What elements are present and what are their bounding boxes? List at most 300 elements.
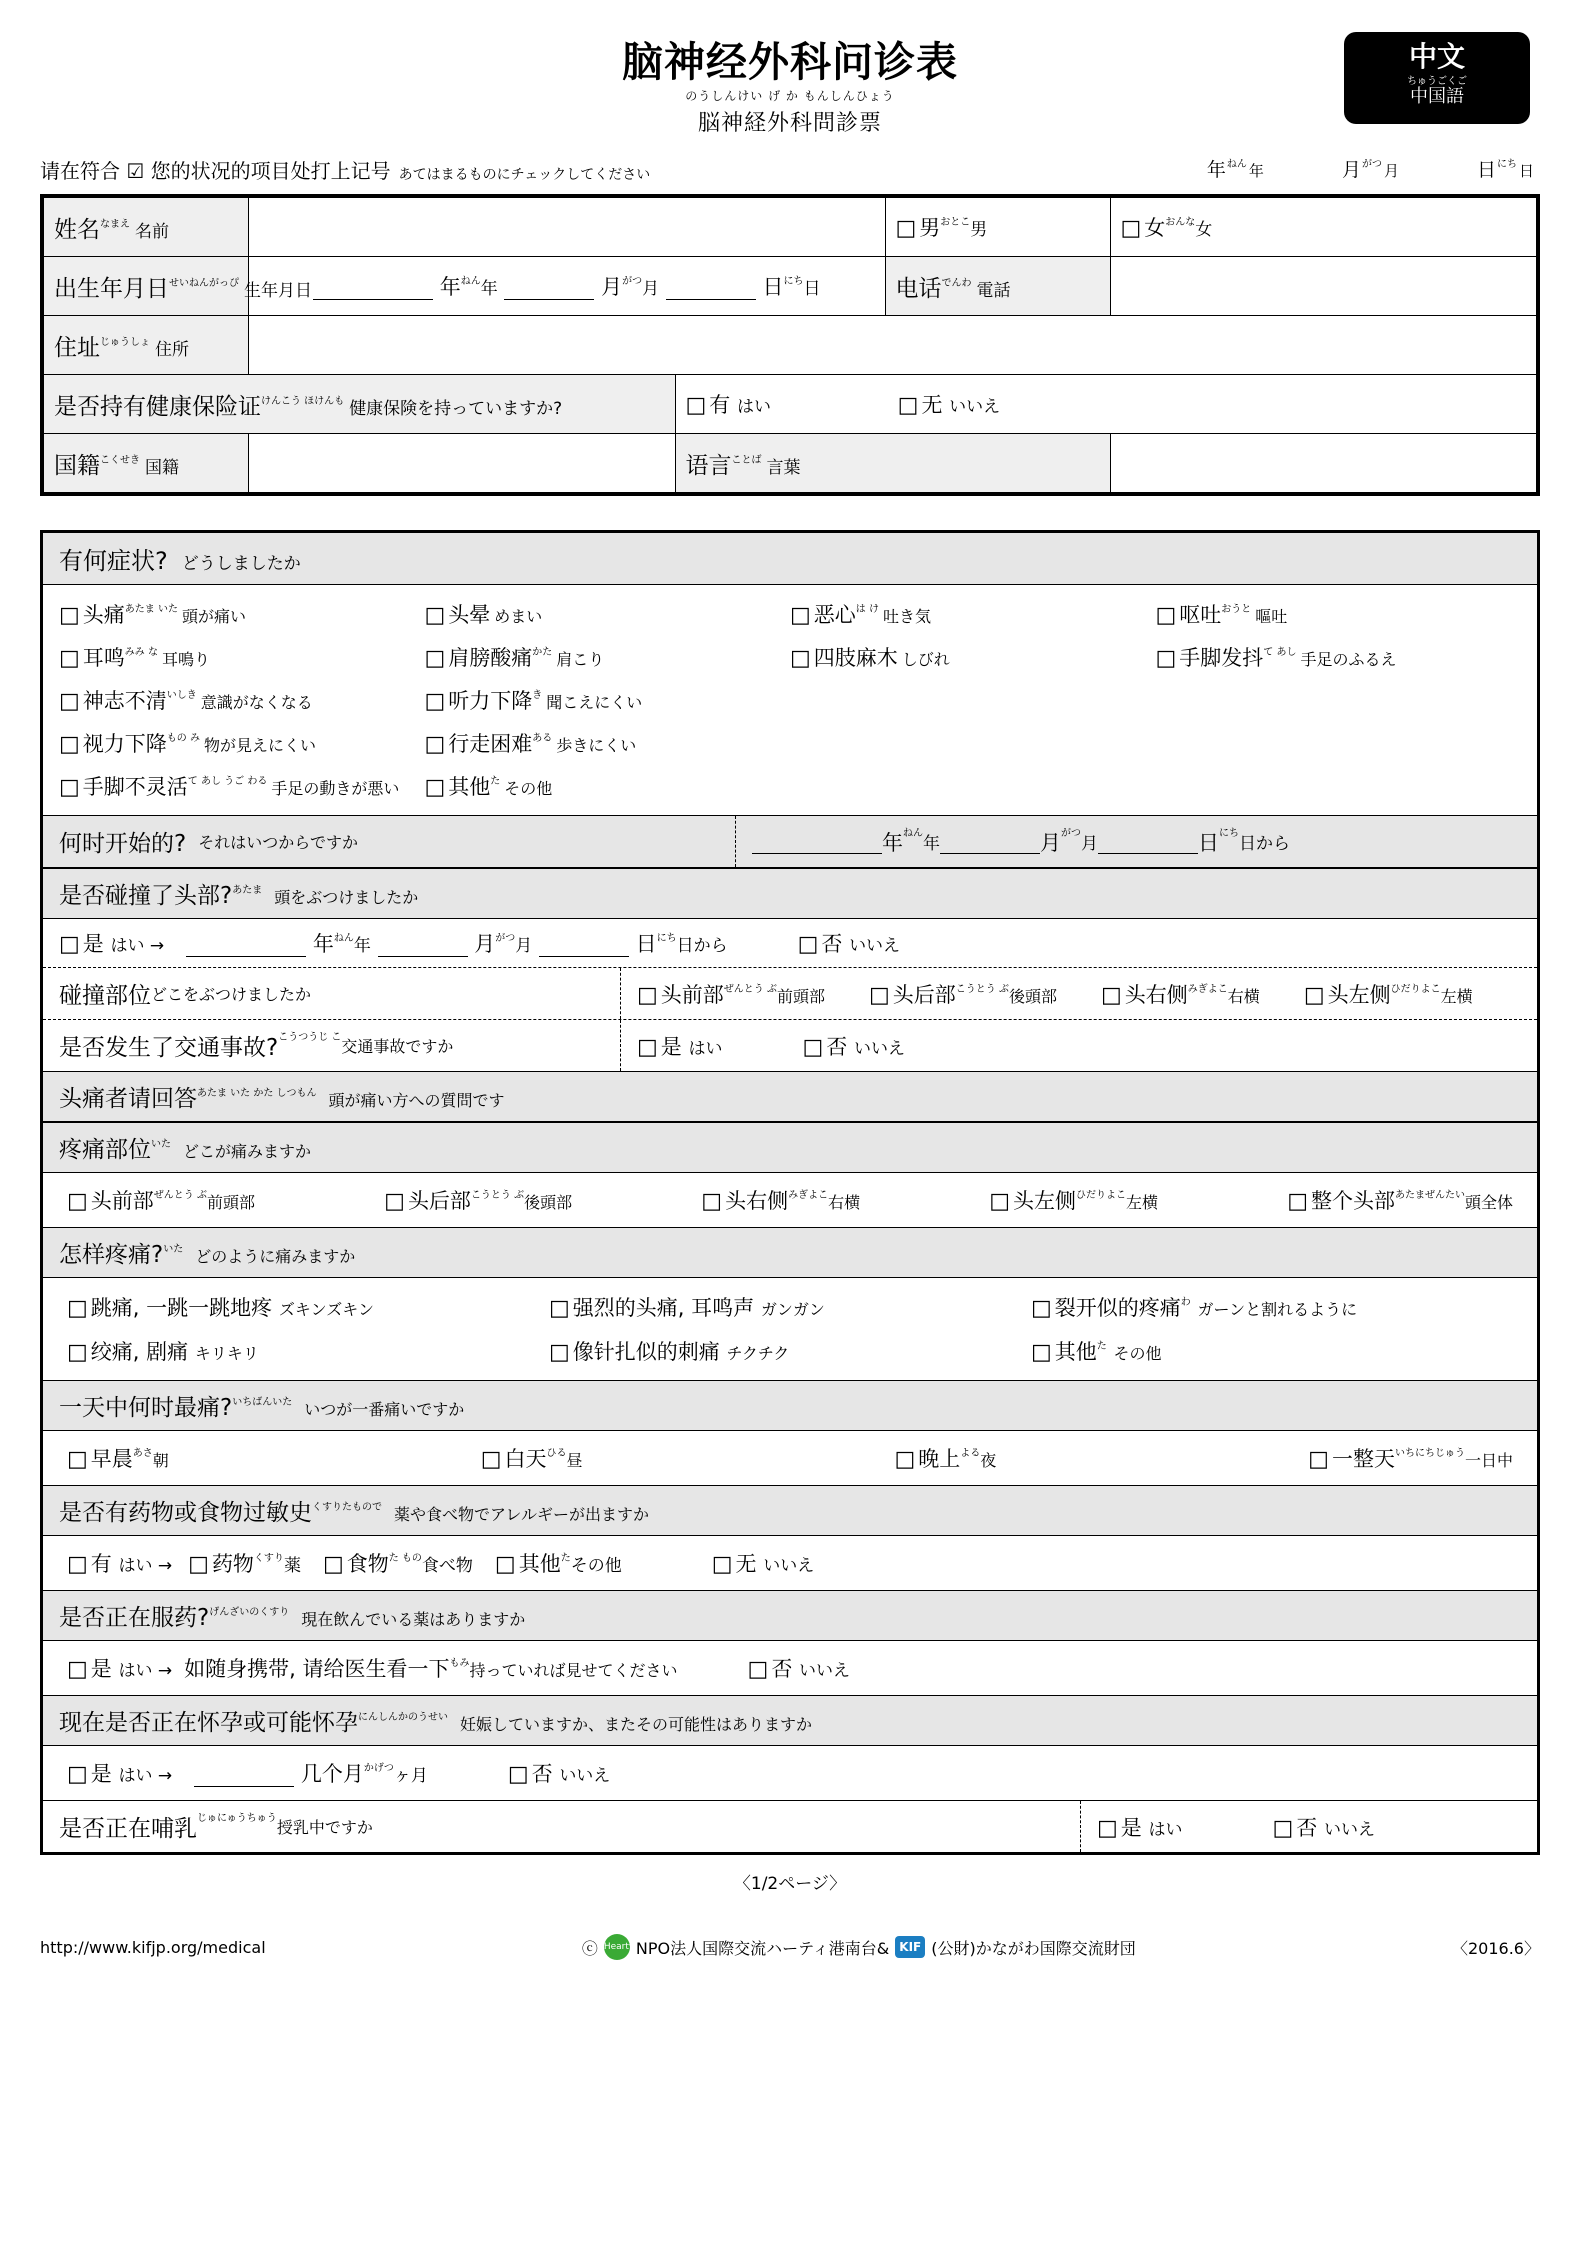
symptom-option-2[interactable] [790, 599, 1156, 629]
symptoms-heading [43, 533, 1537, 585]
medication-band-ruby-2: の [249, 1607, 260, 1619]
pregnancy-months-cn: 几个月 [300, 1762, 364, 1787]
traffic-accident-label-cn: 是否发生了交通事故? [59, 1035, 279, 1062]
checkbox-icon[interactable]: □ [1155, 603, 1177, 629]
symptom-option-5[interactable] [425, 642, 791, 672]
head-injury-date-input[interactable] [186, 928, 727, 958]
pain-time-option-0[interactable] [67, 1443, 169, 1473]
checkbox-icon[interactable]: □ [480, 1447, 502, 1473]
pain-site-ruby: みぎよこ [788, 1190, 829, 1202]
hi-year-cn: 年 [312, 932, 334, 957]
language-badge [1344, 32, 1530, 124]
site-jp: 前頭部 [776, 986, 825, 1006]
site-ruby: ひだりよこ [1390, 983, 1441, 995]
birth-month-cn: 月 [601, 275, 623, 300]
checkbox-icon[interactable]: □ [895, 216, 917, 242]
pain-site-jp: 左横 [1126, 1193, 1159, 1213]
page-title-japanese: 脳神経外科問診票 [697, 111, 882, 137]
checkbox-icon[interactable]: □ [549, 1340, 570, 1366]
pain-type-jp: ガーンと割れるように [1197, 1300, 1358, 1320]
allergy-band-ruby-3: もの [352, 1502, 372, 1514]
pain-type-option-1[interactable] [549, 1292, 1031, 1322]
sex-male-option[interactable] [885, 198, 1110, 257]
checkbox-icon[interactable]: □ [424, 775, 446, 801]
impact-site-option-2[interactable] [1101, 979, 1260, 1009]
medication-no-option[interactable] [748, 1653, 850, 1683]
pain-site-option-1[interactable] [384, 1185, 572, 1215]
birth-year-cn: 年 [439, 275, 461, 300]
checkbox-icon[interactable]: □ [59, 646, 80, 672]
medication-options [43, 1641, 1537, 1695]
acc-yes-cn: 是 [660, 1034, 682, 1059]
head-injury-band-jp: 頭をぶつけましたか [274, 888, 419, 908]
checkbox-icon[interactable]: □ [322, 1552, 344, 1578]
checkbox-icon[interactable]: □ [1031, 1296, 1052, 1322]
checkbox-icon[interactable]: □ [637, 982, 658, 1008]
pain-type-option-2[interactable] [1031, 1292, 1513, 1322]
breastfeeding-label-jp: 授乳中ですか [276, 1818, 373, 1838]
symptoms-heading-cn: 有何症状? [59, 547, 168, 576]
date-month-field[interactable] [1342, 155, 1399, 184]
pain-site-option-2[interactable] [701, 1185, 860, 1215]
pregnancy-no-option[interactable] [508, 1758, 610, 1788]
checkbox-icon[interactable]: □ [549, 1296, 570, 1322]
bf-no-cn: 否 [1296, 1815, 1318, 1840]
medication-band-cn: 是否正在服药? [59, 1605, 210, 1632]
pain-type-band [43, 1227, 1537, 1278]
symptom-option-12[interactable] [59, 771, 425, 801]
allergy-other-jp: その他 [570, 1556, 622, 1577]
pain-type-ruby: た [1096, 1341, 1107, 1353]
checkbox-icon[interactable]: □ [802, 1034, 824, 1060]
acc-no-cn: 否 [826, 1034, 848, 1059]
birth-day-ruby: にち [783, 276, 804, 288]
questionnaire-section [40, 530, 1540, 1855]
checkbox-icon[interactable]: □ [59, 775, 80, 801]
pain-site-option-3[interactable] [989, 1185, 1158, 1215]
pregnancy-no-jp: いいえ [559, 1766, 611, 1787]
impact-site-option-1[interactable] [869, 979, 1057, 1009]
checkbox-icon[interactable]: □ [1031, 1340, 1052, 1366]
address-label-ruby: じゅうしょ [100, 336, 150, 348]
symptom-ruby: みみ な [124, 647, 158, 659]
head-injury-band [43, 868, 1537, 919]
pain-time-jp: 一日中 [1464, 1451, 1513, 1471]
medication-detail-ruby-1: も [449, 1658, 460, 1670]
symptoms-heading-jp: どうしましたか [181, 554, 301, 575]
traffic-accident-yes-option[interactable] [637, 1031, 722, 1061]
symptom-option-6[interactable] [790, 642, 1156, 672]
allergy-other-option[interactable] [495, 1548, 622, 1578]
date-year-cn: 年 [1206, 159, 1226, 182]
onset-label-jp: それはいつからですか [198, 833, 359, 853]
pregnancy-yes-jp: はい → [118, 1766, 173, 1787]
symptom-jp: 手足のふるえ [1300, 650, 1397, 670]
checkbox-icon[interactable]: □ [894, 1447, 916, 1473]
checkbox-icon[interactable]: □ [1287, 1189, 1308, 1215]
symptom-ruby: おうと [1221, 604, 1252, 616]
insurance-no-option[interactable] [898, 393, 1000, 417]
head-injury-no-jp: いいえ [849, 936, 901, 957]
checkbox-icon[interactable]: □ [1303, 982, 1325, 1008]
pain-site-cn: 整个头部 [1310, 1189, 1395, 1214]
checkbox-icon[interactable]: □ [747, 1657, 769, 1683]
checkbox-icon[interactable]: □ [67, 1552, 88, 1578]
hi-day-ruby: にち [656, 933, 677, 945]
checkbox-icon[interactable]: □ [989, 1189, 1011, 1215]
pain-site-cn: 头前部 [90, 1189, 154, 1214]
head-injury-band-ruby: あたま [232, 885, 263, 897]
checkbox-icon[interactable]: □ [1155, 646, 1177, 672]
pain-time-cn: 晚上 [918, 1447, 961, 1472]
allergy-yes-cn: 有 [90, 1552, 112, 1577]
page-number: 〈1/2ページ〉 [733, 1874, 847, 1895]
checkbox-icon[interactable]: □ [59, 603, 80, 629]
pain-type-options [43, 1278, 1537, 1380]
symptom-cn: 神志不清 [82, 689, 167, 714]
pain-type-option-4[interactable] [549, 1336, 1031, 1366]
symptom-option-7[interactable] [1156, 642, 1522, 672]
pain-type-jp: チクチク [726, 1344, 790, 1364]
pain-type-cn: 跳痛, 一跳一跳地疼 [90, 1296, 273, 1321]
pregnancy-yes-option[interactable] [67, 1758, 172, 1788]
sex-female-ruby: おんな [1165, 217, 1196, 229]
symptom-option-3[interactable] [1156, 599, 1522, 629]
phone-input[interactable] [1110, 257, 1537, 316]
allergy-band-jp: 薬や食べ物でアレルギーが出ますか [394, 1505, 649, 1525]
checkbox-icon[interactable]: □ [701, 1189, 723, 1215]
checkbox-icon[interactable]: □ [1097, 1815, 1118, 1841]
bf-yes-jp: はい [1148, 1819, 1183, 1840]
allergy-band-ruby-4: で [372, 1502, 382, 1514]
checkbox-icon[interactable]: □ [1101, 982, 1122, 1008]
table-row [44, 316, 1537, 375]
bf-yes-cn: 是 [1120, 1815, 1142, 1840]
nationality-input[interactable] [249, 434, 676, 493]
head-injury-yes-cn: 是 [82, 932, 104, 957]
footer-url[interactable]: http://www.kifjp.org/medical [40, 1937, 266, 1957]
pain-type-option-0[interactable] [67, 1292, 549, 1322]
impact-site-label [43, 968, 620, 1019]
checkbox-icon[interactable]: □ [67, 1762, 88, 1788]
site-jp: 左横 [1440, 986, 1473, 1006]
symptom-ruby: かた [532, 647, 553, 659]
checkbox-icon[interactable]: □ [637, 1034, 658, 1060]
insurance-label-ruby-2: も [334, 395, 345, 407]
bf-no-jp: いいえ [1323, 1819, 1375, 1840]
pain-site-band [43, 1122, 1537, 1173]
nationality-label-ruby: こくせき [100, 454, 140, 466]
pain-time-cn: 一整天 [1331, 1447, 1395, 1472]
breastfeeding-no-option[interactable] [1272, 1812, 1374, 1842]
page-title: 脑神经外科问诊表 [622, 38, 958, 86]
allergy-food-jp: 食べ物 [421, 1556, 473, 1577]
symptom-option-10[interactable] [59, 728, 425, 758]
medication-no-cn: 否 [771, 1657, 793, 1682]
headache-band-jp: 頭が痛い方への質問です [328, 1091, 505, 1111]
checkbox-icon[interactable]: □ [790, 603, 811, 629]
date-fields [1207, 155, 1540, 184]
pain-time-band-ruby: いちばんいた [232, 1397, 293, 1409]
head-injury-no-option[interactable] [798, 928, 900, 958]
acc-yes-jp: はい [688, 1038, 723, 1059]
checkbox-icon[interactable]: □ [424, 646, 446, 672]
checkbox-icon[interactable]: □ [67, 1296, 88, 1322]
date-month-cn: 月 [1341, 159, 1361, 182]
pain-time-option-2[interactable] [894, 1443, 996, 1473]
pain-site-options [43, 1173, 1537, 1227]
breastfeeding-yes-option[interactable] [1097, 1812, 1182, 1842]
allergy-options [43, 1536, 1537, 1590]
pain-type-ruby: わ [1180, 1297, 1191, 1309]
insurance-yes-jp: はい [736, 397, 771, 418]
sex-female-option[interactable] [1110, 198, 1537, 257]
language-label-ruby: ことば [731, 454, 762, 466]
date-year-field[interactable] [1207, 155, 1264, 184]
symptom-ruby: あたま いた [124, 604, 178, 616]
breastfeeding-label [43, 1801, 1080, 1852]
instruction-cn: 请在符合 ☑ 您的状况的项目处打上记号 [40, 159, 391, 184]
page-title-ruby: のうしんけい げ か もんしんひょう [685, 89, 895, 104]
pregnancy-band-ruby-2: かのうせい [398, 1712, 448, 1724]
allergy-yes-option[interactable] [67, 1548, 172, 1578]
address-label [44, 316, 249, 375]
symptom-cn: 其他 [448, 775, 491, 800]
allergy-drug-ruby: くすり [253, 1553, 284, 1565]
symptom-cn: 头痛 [82, 603, 125, 628]
site-cn: 头前部 [660, 982, 724, 1007]
pain-site-ruby: ひだりよこ [1076, 1190, 1127, 1202]
symptom-jp: その他 [504, 779, 553, 799]
symptom-ruby: は け [855, 604, 879, 616]
pain-site-band-cn: 疼痛部位 [59, 1137, 151, 1164]
checkbox-icon[interactable]: □ [59, 689, 80, 715]
checkbox-icon[interactable]: □ [59, 932, 80, 958]
date-day-cn: 日 [1476, 159, 1496, 182]
language-input[interactable] [1110, 434, 1537, 493]
onset-day-cn: 日 [1198, 830, 1219, 855]
kif-logo-icon: KIF [895, 1936, 925, 1958]
checkbox-icon[interactable]: □ [424, 732, 446, 758]
checkbox-icon[interactable]: □ [897, 393, 919, 419]
acc-no-jp: いいえ [853, 1038, 905, 1059]
phone-label-cn: 电话 [895, 275, 942, 302]
birthdate-label-ruby: せいねんがっぴ [169, 277, 239, 289]
pain-time-options [43, 1431, 1537, 1485]
allergy-band [43, 1485, 1537, 1536]
address-input[interactable] [249, 316, 1537, 375]
pain-site-cn: 头左侧 [1013, 1189, 1077, 1214]
medication-band-ruby-1: げんざい [209, 1607, 250, 1619]
language-label-cn: 语言 [685, 452, 732, 479]
pain-site-cn: 头后部 [407, 1189, 471, 1214]
language-badge-cn: 中文 [1408, 40, 1465, 73]
symptom-option-4[interactable] [59, 642, 425, 672]
symptoms-options [43, 585, 1537, 815]
name-label-ruby: なまえ [100, 218, 130, 230]
symptom-option-13[interactable] [425, 771, 791, 801]
site-cn: 头左侧 [1327, 982, 1391, 1007]
pain-time-cn: 白天 [504, 1447, 547, 1472]
date-month-jp: 月 [1383, 162, 1399, 181]
language-label-jp: 言葉 [766, 457, 801, 478]
allergy-food-ruby: た もの [388, 1553, 422, 1565]
clover-icon: Hearty [604, 1934, 630, 1960]
date-day-field[interactable] [1477, 155, 1534, 184]
checkbox-icon[interactable]: □ [1120, 216, 1142, 242]
impact-site-row [43, 967, 1537, 1019]
allergy-band-cn: 是否有药物或食物过敏史 [59, 1500, 312, 1527]
pain-site-option-4[interactable] [1287, 1185, 1513, 1215]
allergy-drug-jp: 薬 [283, 1556, 301, 1577]
symptom-option-0[interactable] [59, 599, 425, 629]
nationality-label [44, 434, 249, 493]
symptom-jp: 肩こり [556, 650, 605, 670]
pain-type-cn: 裂开似的疼痛 [1054, 1296, 1181, 1321]
pain-time-option-1[interactable] [481, 1443, 583, 1473]
allergy-no-cn: 无 [735, 1552, 757, 1577]
page-footer [40, 1934, 1540, 1960]
checkbox-icon[interactable]: □ [59, 732, 80, 758]
patient-info-table [40, 194, 1540, 496]
head-injury-band-cn: 是否碰撞了头部? [59, 883, 233, 910]
checkbox-icon[interactable]: □ [1308, 1447, 1329, 1473]
medication-detail [184, 1653, 677, 1683]
checkbox-icon[interactable]: □ [67, 1657, 88, 1683]
pregnancy-band-cn: 现在是否正在怀孕或可能怀孕 [59, 1710, 358, 1737]
language-badge-jp: 中国語 [1410, 85, 1464, 107]
phone-label-jp: 電話 [976, 280, 1011, 301]
pain-site-option-0[interactable] [67, 1185, 255, 1215]
breastfeeding-row [43, 1800, 1537, 1852]
checkbox-icon[interactable]: □ [797, 932, 819, 958]
date-year-jp: 年 [1248, 162, 1264, 181]
symptom-option-11[interactable] [425, 728, 791, 758]
birth-day-jp: 日 [803, 279, 821, 300]
sex-male-jp: 男 [970, 220, 988, 241]
medication-yes-jp: はい → [118, 1661, 173, 1682]
insurance-options [675, 375, 1537, 434]
checkbox-icon[interactable]: □ [67, 1447, 88, 1473]
site-ruby: こうとう ぶ [955, 983, 1009, 995]
birthdate-input[interactable] [249, 257, 886, 316]
head-injury-yes-option[interactable] [59, 928, 164, 958]
pain-time-option-3[interactable] [1308, 1443, 1513, 1473]
language-badge-ruby: ちゅうごくご [1407, 75, 1467, 87]
insurance-yes-option[interactable] [686, 393, 778, 417]
pain-site-band-ruby: いた [151, 1139, 171, 1151]
pain-type-cn: 像针扎似的刺痛 [572, 1340, 720, 1365]
insurance-label-ruby-1: けんこう ほけん [261, 395, 335, 407]
checkbox-icon[interactable]: □ [494, 1552, 516, 1578]
birth-year-jp: 年 [480, 279, 498, 300]
nationality-label-cn: 国籍 [54, 452, 100, 479]
insurance-label-cn: 是否持有健康保险证 [54, 393, 261, 420]
birth-month-ruby: がつ [622, 276, 643, 288]
pregnancy-months-input[interactable] [194, 1758, 428, 1788]
insurance-no-jp: いいえ [949, 397, 1001, 418]
name-input[interactable] [249, 198, 886, 257]
medication-detail-ruby-2: み [459, 1658, 470, 1670]
pain-type-option-3[interactable] [67, 1336, 549, 1366]
checkbox-icon[interactable]: □ [711, 1552, 733, 1578]
name-label-jp: 名前 [135, 221, 169, 242]
allergy-drug-cn: 药物 [211, 1552, 254, 1577]
sex-male-cn: 男 [919, 216, 941, 241]
instruction-jp: あてはまるものにチェックしてください [398, 167, 651, 184]
allergy-no-option[interactable] [712, 1548, 814, 1578]
symptom-ruby: もの み [166, 733, 200, 745]
symptom-jp: 物が見えにくい [203, 736, 316, 756]
onset-date-input[interactable] [735, 816, 1537, 867]
checkbox-icon[interactable]: □ [1272, 1815, 1294, 1841]
pain-site-jp: 右横 [828, 1193, 861, 1213]
symptom-option-1[interactable] [425, 599, 791, 629]
pain-time-cn: 早晨 [90, 1447, 133, 1472]
birthdate-label-jp: 生年月日 [244, 280, 312, 301]
medication-band-ruby-3: くすり [259, 1607, 290, 1619]
medication-yes-option[interactable] [67, 1653, 172, 1683]
pain-type-option-5[interactable] [1031, 1336, 1513, 1366]
allergy-drug-option[interactable] [188, 1548, 301, 1578]
symptom-jp: めまい [494, 607, 543, 627]
nationality-label-jp: 国籍 [145, 457, 179, 478]
symptom-jp: 吐き気 [882, 607, 931, 627]
pain-time-jp: 昼 [566, 1451, 583, 1471]
pain-time-jp: 朝 [152, 1451, 169, 1471]
insurance-label-jp: 健康保険を持っていますか? [349, 398, 563, 419]
traffic-accident-no-option[interactable] [802, 1031, 904, 1061]
pain-type-jp: その他 [1113, 1344, 1162, 1364]
symptom-option-9[interactable] [425, 685, 791, 715]
checkbox-icon[interactable]: □ [507, 1762, 529, 1788]
checkbox-icon[interactable]: □ [869, 982, 890, 1008]
symptom-jp: 頭が痛い [181, 607, 246, 627]
checkbox-icon[interactable]: □ [67, 1189, 88, 1215]
copyright-icon: ⓒ [581, 1938, 598, 1958]
sex-female-jp: 女 [1195, 220, 1213, 241]
pregnancy-no-cn: 否 [531, 1762, 553, 1787]
pain-type-cn: 其他 [1054, 1340, 1097, 1365]
checkbox-icon[interactable]: □ [685, 393, 707, 419]
pregnancy-band-ruby-1: にんしん [358, 1712, 398, 1724]
impact-site-option-0[interactable] [637, 979, 825, 1009]
symptom-cn: 听力下降 [448, 689, 533, 714]
medication-no-jp: いいえ [799, 1661, 850, 1682]
traffic-accident-row [43, 1019, 1537, 1071]
checkbox-icon[interactable]: □ [384, 1189, 405, 1215]
headache-band-cn: 头痛者请回答 [59, 1086, 197, 1113]
breastfeeding-label-cn: 是否正在哺乳 [59, 1816, 197, 1843]
symptom-ruby: き [532, 690, 543, 702]
allergy-food-option[interactable] [323, 1548, 473, 1578]
pain-time-band-cn: 一天中何时最痛? [59, 1395, 233, 1422]
checkbox-icon[interactable]: □ [188, 1552, 209, 1578]
checkbox-icon[interactable]: □ [424, 603, 446, 629]
site-cn: 头右侧 [1124, 982, 1188, 1007]
checkbox-icon[interactable]: □ [790, 646, 811, 672]
pregnancy-band-jp: 妊娠していますか、またその可能性はありますか [460, 1715, 813, 1735]
checkbox-icon[interactable]: □ [67, 1340, 88, 1366]
insurance-label [44, 375, 676, 434]
checkbox-icon[interactable]: □ [424, 689, 446, 715]
language-label [675, 434, 1110, 493]
impact-site-option-3[interactable] [1304, 979, 1473, 1009]
allergy-food-cn: 食物 [346, 1552, 389, 1577]
onset-month-jp: 月 [1081, 834, 1098, 855]
pregnancy-options [43, 1746, 1537, 1800]
symptom-option-8[interactable] [59, 685, 425, 715]
